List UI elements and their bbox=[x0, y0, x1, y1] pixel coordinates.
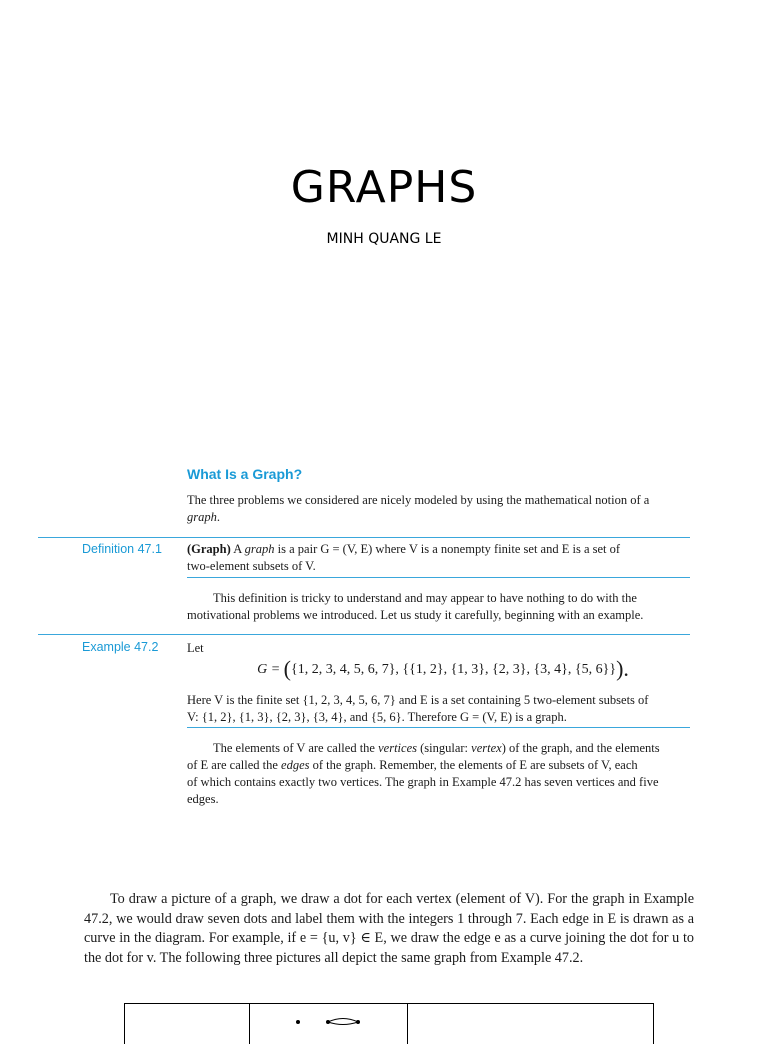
vertices-line-2c: of the graph. Remember, the elements of E are subsets of V, each bbox=[312, 758, 638, 772]
vertices-paragraph bbox=[187, 740, 702, 808]
commentary-line-1: This definition is tricky to understand and may appear to have nothing to do with the bbox=[213, 591, 637, 605]
definition-text-c: is a pair G = (V, E) where V is a nonempty finite set and E is a set of bbox=[277, 542, 621, 556]
intro-end: . bbox=[216, 510, 220, 524]
intro-text: The three problems we considered are nicely modeled by using the mathematical notion of a bbox=[187, 493, 650, 507]
example-line-2: V: {1, 2}, {1, 3}, {2, 3}, {3, 4}, and {5, 6}. Therefore G = (V, E) is a graph. bbox=[187, 710, 567, 724]
vertices-line-2a: of E are called the bbox=[187, 758, 278, 772]
body-paragraph bbox=[84, 890, 694, 968]
example-formula bbox=[188, 656, 698, 682]
vertices-term: vertices bbox=[378, 741, 417, 755]
definition-paragraph bbox=[187, 541, 697, 575]
definition-label: Definition 47.1 bbox=[82, 542, 162, 556]
definition-text-a: A bbox=[233, 542, 242, 556]
rule-definition-bottom bbox=[187, 577, 690, 578]
vertices-line-3: of which contains exactly two vertices. The graph in Example 47.2 has seven vertices and five bbox=[187, 775, 659, 789]
intro-paragraph bbox=[187, 492, 697, 526]
graph-drawing-icon bbox=[290, 1013, 370, 1027]
vertices-line-1a: The elements of V are called the bbox=[213, 741, 375, 755]
example-paragraph bbox=[187, 692, 702, 726]
table-divider-2 bbox=[407, 1004, 408, 1044]
rule-example-top bbox=[38, 634, 690, 635]
body-paragraph-text: To draw a picture of a graph, we draw a dot for each vertex (element of V). For the graph in Example 47.2, we would draw seven dots and label them with the integers 1 through 7. Each edge in E is drawn as a curve in the diagram. For example, if e = {u, v} ∈ E, we draw the edge e as a curve joining the dot for u to the dot for v. The following three pictures all depict the same graph from Example 47.2. bbox=[84, 891, 694, 966]
example-label: Example 47.2 bbox=[82, 640, 159, 654]
vertices-line-4: edges. bbox=[187, 792, 219, 806]
commentary-paragraph bbox=[187, 590, 697, 624]
section-heading: What Is a Graph? bbox=[187, 466, 303, 482]
rule-example-bottom bbox=[187, 727, 690, 728]
formula-open-paren: ( bbox=[283, 656, 291, 681]
formula-close-paren: ). bbox=[616, 656, 629, 681]
definition-term: (Graph) bbox=[187, 542, 231, 556]
formula-body: {1, 2, 3, 4, 5, 6, 7}, {{1, 2}, {1, 3}, {2, 3}, {3, 4}, {5, 6}} bbox=[290, 662, 617, 677]
commentary-line-2: motivational problems we introduced. Let us study it carefully, beginning with an example. bbox=[187, 608, 644, 622]
intro-emphasis: graph bbox=[187, 510, 217, 524]
definition-emphasis: graph bbox=[244, 542, 275, 556]
vertices-line-1e: ) of the graph, and the elements bbox=[501, 741, 660, 755]
example-line-1: Here V is the finite set {1, 2, 3, 4, 5, 6, 7} and E is a set containing 5 two-element subsets of bbox=[187, 693, 649, 707]
formula-lhs: G = bbox=[257, 662, 284, 677]
vertices-line-1c: (singular: bbox=[420, 741, 469, 755]
document-author: MINH QUANG LE bbox=[326, 231, 442, 247]
document-title: GRAPHS bbox=[290, 162, 478, 213]
edges-term: edges bbox=[281, 758, 310, 772]
vertex-term: vertex bbox=[471, 741, 502, 755]
definition-text-d: two-element subsets of V. bbox=[187, 559, 316, 573]
table-divider-1 bbox=[249, 1004, 250, 1044]
example-let: Let bbox=[187, 641, 204, 655]
rule-definition-top bbox=[38, 537, 690, 538]
